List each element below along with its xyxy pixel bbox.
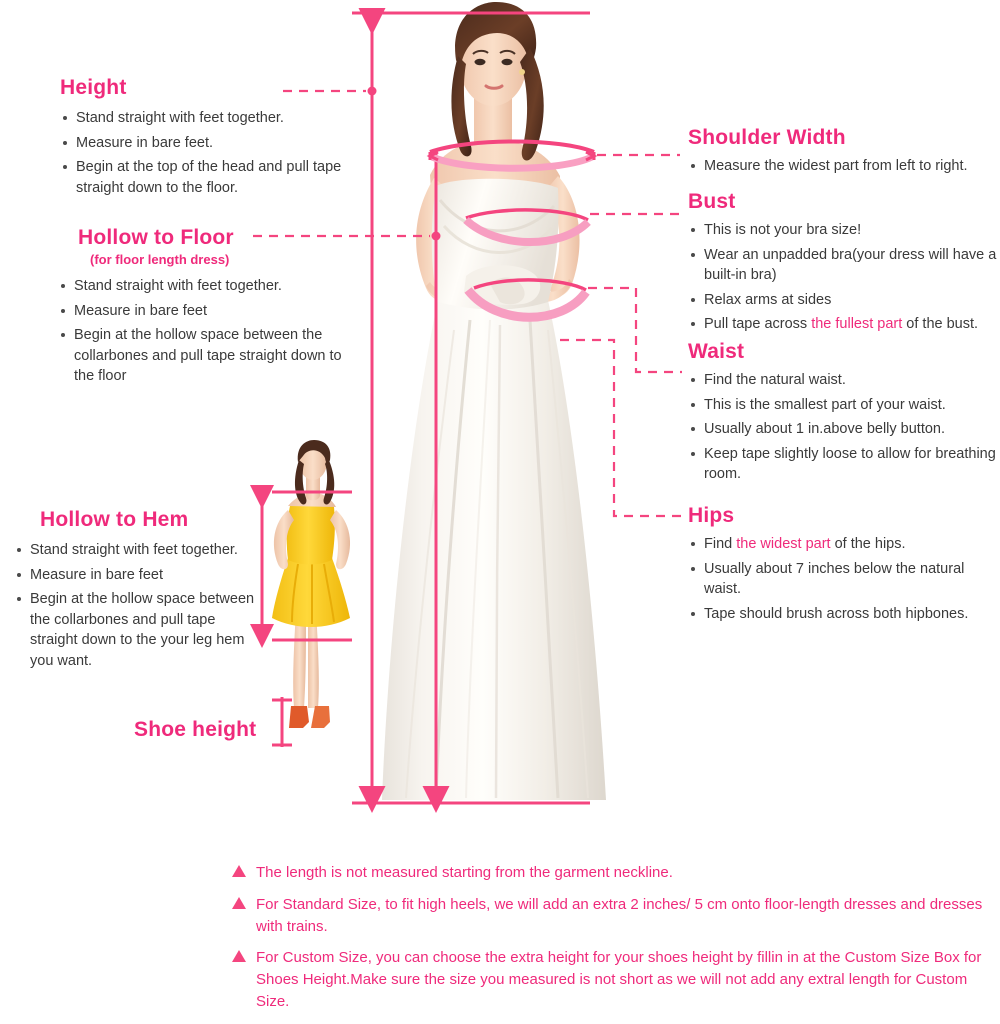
section-hollow-to-hem <box>14 508 264 675</box>
section-height <box>60 76 350 202</box>
list-item-hips-widest: Find the widest part of the hips. <box>688 534 1000 555</box>
list-item: Usually about 1 in.above belly button. <box>688 419 1000 440</box>
section-hollow-to-hem-heading: Hollow to Hem <box>40 508 189 531</box>
section-shoe-height <box>134 718 256 742</box>
list-item: Measure in bare feet <box>58 301 348 322</box>
section-hollow-to-hem-bullets <box>14 540 264 671</box>
warning-triangle-icon <box>232 865 246 877</box>
note-text: For Custom Size, you can choose the extra height for your shoes height by fillin in at the Custom Size Box for Shoes Height.Make sure the size you measured is not short as we will not add any extral length for Custom Size. <box>256 949 982 1010</box>
list-item: Measure the widest part from left to right. <box>688 156 1000 177</box>
highlight-widest-part: the widest part <box>736 536 831 552</box>
section-shoe-height-heading: Shoe height <box>134 718 257 741</box>
list-item: Begin at the hollow space between the collarbones and pull tape straight down to the your leg hem you want. <box>14 589 264 671</box>
note-text: The length is not measured starting from the garment neckline. <box>256 864 673 881</box>
section-bust-bullets <box>688 220 1000 335</box>
note-item <box>232 947 992 1012</box>
highlight-fullest-part: the fullest part <box>811 316 903 333</box>
list-item: Stand straight with feet together. <box>60 108 350 129</box>
section-hips-heading: Hips <box>688 504 735 527</box>
section-shoulder-width <box>688 126 1000 181</box>
section-shoulder-width-bullets <box>688 156 1000 177</box>
note-text: For Standard Size, to fit high heels, we will add an extra 2 inches/ 5 cm onto floor-length dresses and dresses with trains. <box>256 895 983 935</box>
section-hollow-to-floor-subheading: (for floor length dress) <box>90 252 230 267</box>
list-item: Wear an unpadded bra(your dress will have a built-in bra) <box>688 245 1000 286</box>
list-item: Measure in bare feet <box>14 565 264 586</box>
list-item: Stand straight with feet together. <box>14 540 264 561</box>
list-item: Stand straight with feet together. <box>58 276 348 297</box>
section-waist-bullets <box>688 370 1000 485</box>
section-shoulder-width-heading: Shoulder Width <box>688 126 846 149</box>
section-height-heading: Height <box>60 76 127 99</box>
list-item-bust-fullest: Pull tape across the fullest part of the bust. <box>688 314 1000 335</box>
section-bust <box>688 190 1000 339</box>
note-item <box>232 894 992 938</box>
list-item: This is not your bra size! <box>688 220 1000 241</box>
warning-triangle-icon <box>232 897 246 909</box>
section-waist <box>688 340 1000 489</box>
list-item: Find the natural waist. <box>688 370 1000 391</box>
section-hollow-to-floor-bullets <box>48 276 348 387</box>
list-item: Usually about 7 inches below the natural waist. <box>688 559 1000 600</box>
section-hollow-to-floor-heading: Hollow to Floor <box>78 226 234 249</box>
list-item: Keep tape slightly loose to allow for breathing room. <box>688 444 1000 485</box>
footer-notes <box>232 862 992 1023</box>
note-item <box>232 862 992 884</box>
section-hips <box>688 504 1000 628</box>
list-item: Begin at the top of the head and pull tape straight down to the floor. <box>60 157 350 198</box>
list-item: This is the smallest part of your waist. <box>688 395 1000 416</box>
section-hollow-to-floor <box>48 226 348 391</box>
section-height-bullets <box>60 108 350 198</box>
warning-triangle-icon <box>232 950 246 962</box>
section-waist-heading: Waist <box>688 340 745 363</box>
list-item: Begin at the hollow space between the collarbones and pull tape straight down to the floor <box>58 325 348 387</box>
list-item: Measure in bare feet. <box>60 133 350 154</box>
section-hips-bullets <box>688 534 1000 624</box>
list-item: Tape should brush across both hipbones. <box>688 604 1000 625</box>
list-item: Relax arms at sides <box>688 290 1000 311</box>
section-bust-heading: Bust <box>688 190 736 213</box>
